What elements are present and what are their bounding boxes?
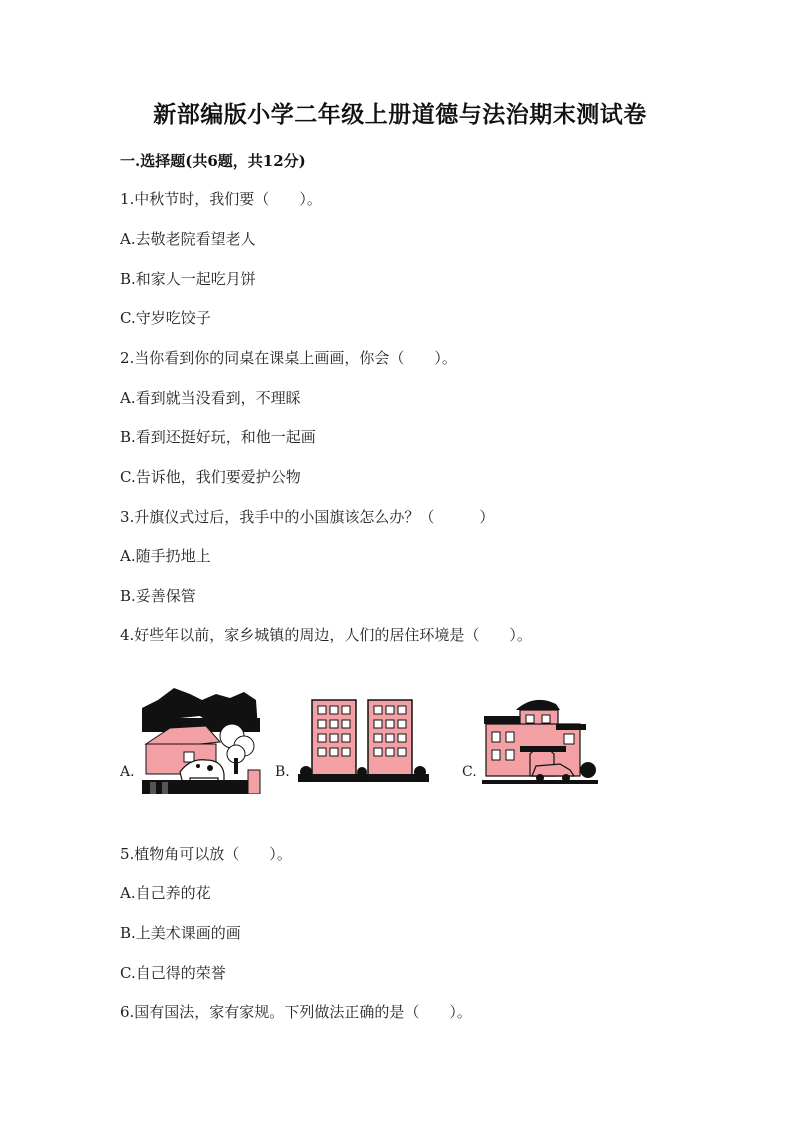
question-5-option-b: B.上美术课画的画 [120, 924, 241, 942]
section-heading: 一.选择题(共6题，共12分) [120, 152, 306, 170]
question-6-stem: 6.国有国法，家有家规。下列做法正确的是（ ）。 [120, 1003, 472, 1021]
page-title: 新部编版小学二年级上册道德与法治期末测试卷 [153, 101, 647, 128]
question-4-option-c-label: C. [462, 764, 477, 780]
question-5-stem: 5.植物角可以放（ ）。 [120, 845, 292, 863]
question-4-option-a-label: A. [120, 764, 135, 780]
villa-with-car-picture [480, 694, 600, 786]
question-2-stem: 2.当你看到你的同桌在课桌上画画，你会（ ）。 [120, 349, 457, 367]
question-3-option-a: A.随手扔地上 [120, 547, 211, 565]
question-1-option-b: B.和家人一起吃月饼 [120, 270, 256, 288]
question-2-option-a: A.看到就当没看到，不理睬 [120, 389, 301, 407]
question-3-option-b: B.妥善保管 [120, 587, 196, 605]
question-4-stem: 4.好些年以前，家乡城镇的周边，人们的居住环境是（ ）。 [120, 626, 532, 644]
rural-house-mountain-picture [140, 686, 262, 794]
question-1-stem: 1.中秋节时，我们要（ ）。 [120, 190, 322, 208]
question-1-option-a: A.去敬老院看望老人 [120, 230, 256, 248]
question-3-stem: 3.升旗仪式过后，我手中的小国旗该怎么办？（ ） [120, 508, 495, 526]
question-5-option-a: A.自己养的花 [120, 884, 211, 902]
question-2-option-b: B.看到还挺好玩，和他一起画 [120, 428, 316, 446]
question-4-option-b-label: B. [275, 764, 290, 780]
high-rise-apartments-picture [296, 698, 431, 784]
question-5-option-c: C.自己得的荣誉 [120, 964, 226, 982]
question-2-option-c: C.告诉他，我们要爱护公物 [120, 468, 301, 486]
question-1-option-c: C.守岁吃饺子 [120, 309, 211, 327]
